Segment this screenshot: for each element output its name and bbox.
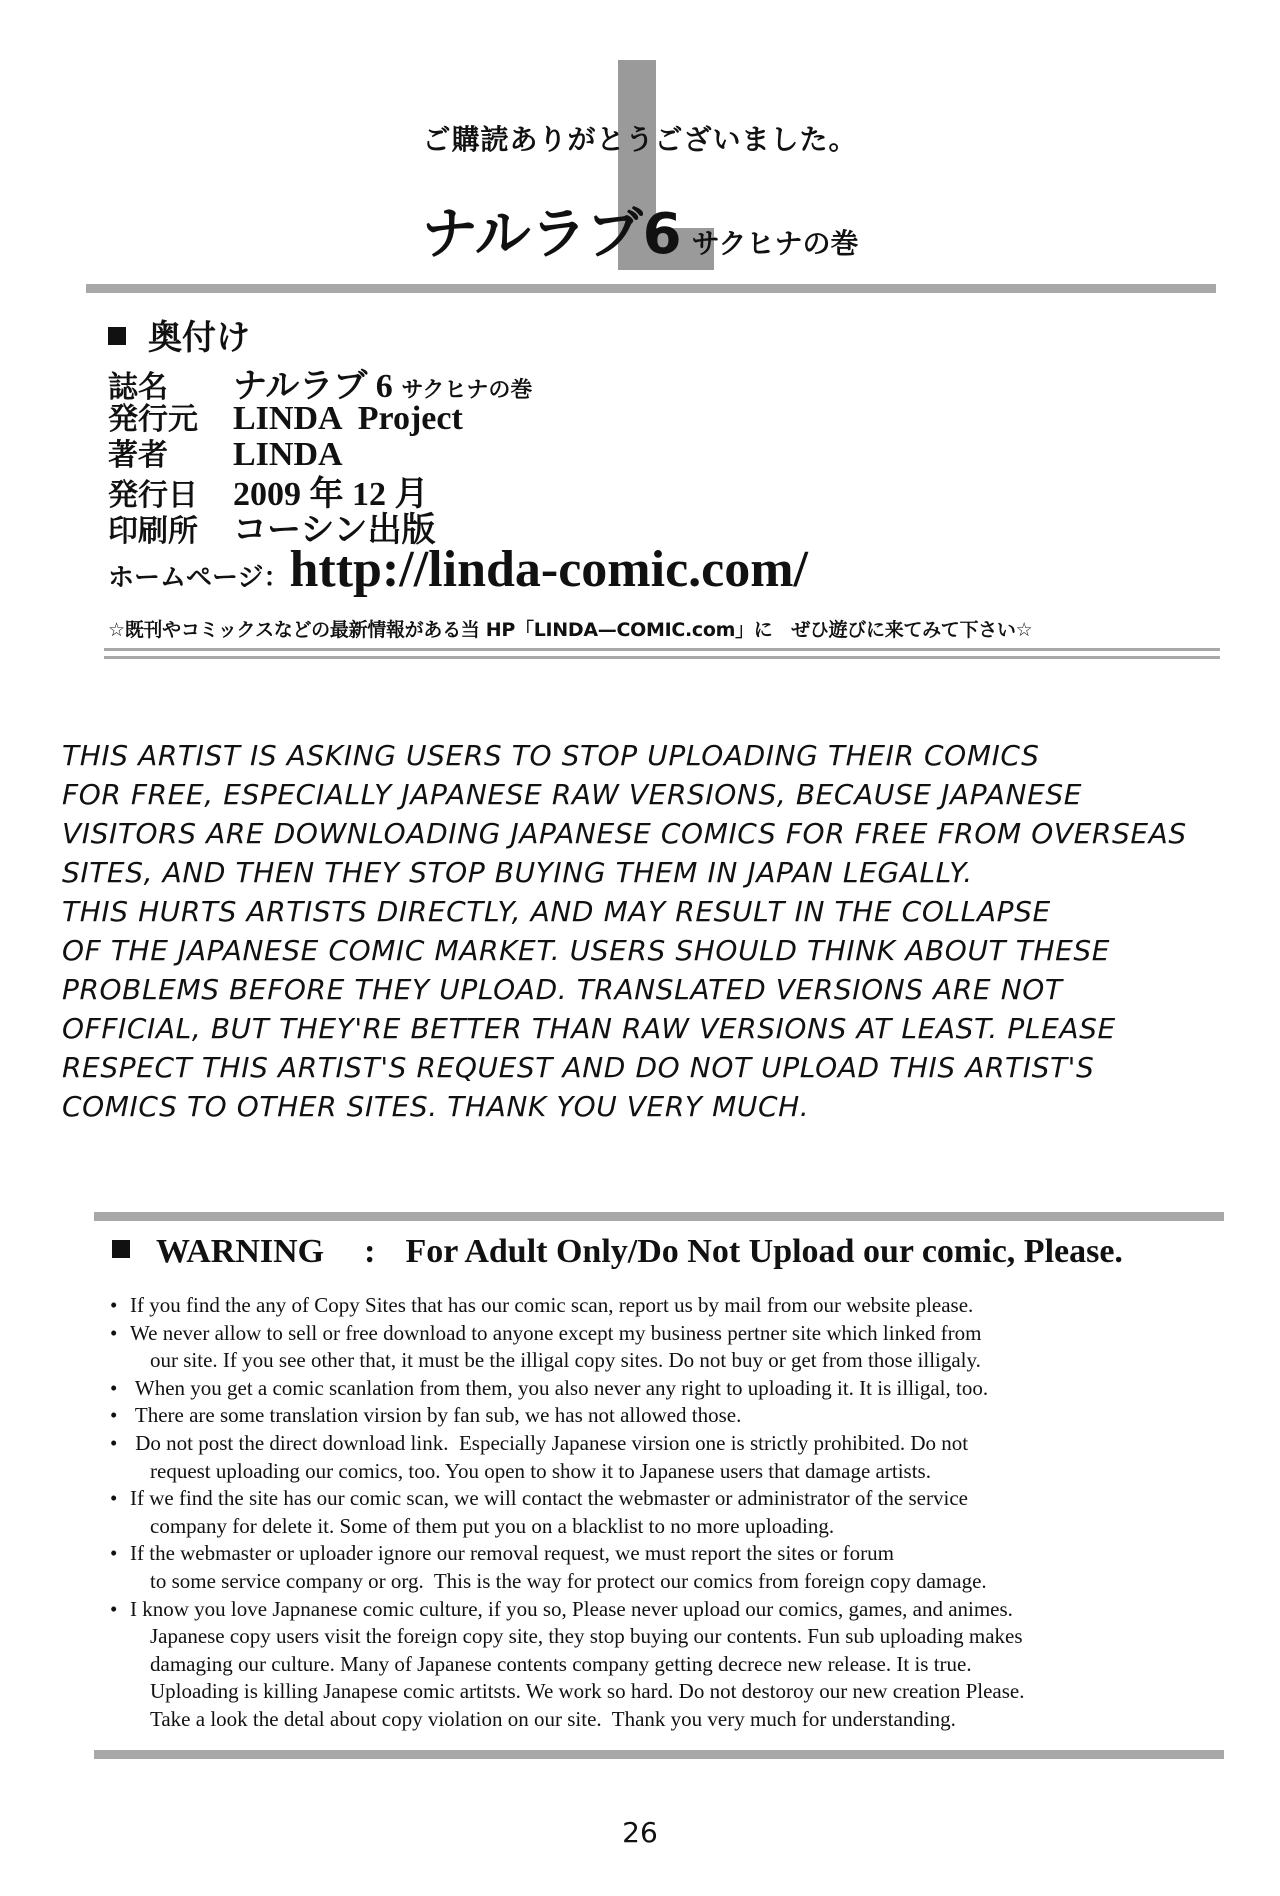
colophon-value: ナルラブ 6 サクヒナの巻 xyxy=(233,368,533,405)
list-item: • There are some translation virsion by fan sub, we has not allowed those. xyxy=(110,1403,742,1428)
homepage-label: ホームページ： xyxy=(108,563,290,593)
list-item: • We never allow to sell or free download to anyone except my business pertner site which linked from xyxy=(110,1320,982,1345)
list-item-continued: Take a look the detal about copy violation on our site. Thank you very much for understanding. xyxy=(150,1706,956,1731)
artist-message-line: RESPECT THIS ARTIST'S REQUEST AND DO NOT UPLOAD THIS ARTIST'S xyxy=(62,1051,1095,1084)
thanks-message: ご購読ありがとうございました。 xyxy=(422,123,858,156)
list-item-continued: our site. If you see other that, it must be the illigal copy sites. Do not buy or get from those illigaly. xyxy=(150,1348,981,1373)
book-title xyxy=(0,190,1280,270)
colophon-label: 著者 xyxy=(108,438,168,473)
list-item-continued: Japanese copy users visit the foreign copy site, they stop buying our contents. Fun sub uploading makes xyxy=(150,1624,1023,1649)
homepage-link[interactable]: http://linda-comic.com/ xyxy=(289,541,808,598)
divider-top xyxy=(86,284,1216,293)
list-item: • Do not post the direct download link. Especially Japanese virsion one is strictly prohibited. Do not xyxy=(110,1430,969,1455)
homepage-row xyxy=(108,540,808,599)
square-bullet-icon xyxy=(112,1240,130,1258)
divider-notice-2 xyxy=(104,656,1220,659)
list-item-continued: request uploading our comics, too. You open to show it to Japanese users that damage artists. xyxy=(150,1458,931,1483)
divider-warning-bottom xyxy=(94,1750,1224,1759)
square-bullet-icon xyxy=(108,327,126,345)
book-title-sub: サクヒナの巻 xyxy=(691,227,859,260)
warning-colon: : xyxy=(364,1233,376,1270)
list-item: • If you find the any of Copy Sites that has our comic scan, report us by mail from our website please. xyxy=(110,1293,974,1317)
artist-message-line: PROBLEMS BEFORE THEY UPLOAD. TRANSLATED VERSIONS ARE NOT xyxy=(62,973,1063,1006)
list-item: • I know you love Japnanese comic culture, if you so, Please never upload our comics, games, and animes. xyxy=(110,1596,1013,1621)
artist-message-line: OF THE JAPANESE COMIC MARKET. USERS SHOULD THINK ABOUT THESE xyxy=(62,934,1111,967)
artist-message-line: COMICS TO OTHER SITES. THANK YOU VERY MUCH. xyxy=(62,1090,810,1123)
list-item-continued: to some service company or org. This is the way for protect our comics from foreign copy damage. xyxy=(150,1568,987,1593)
book-title-main: ナルラブ6 xyxy=(421,202,682,267)
list-item: • If the webmaster or uploader ignore our removal request, we must report the sites or forum xyxy=(110,1541,894,1566)
colophon-value: LINDA Project xyxy=(233,400,463,437)
artist-message-line: THIS HURTS ARTISTS DIRECTLY, AND MAY RESULT IN THE COLLAPSE xyxy=(62,895,1051,928)
warning-message: For Adult Only/Do Not Upload our comic, Please. xyxy=(405,1233,1123,1270)
artist-message-line: THIS ARTIST IS ASKING USERS TO STOP UPLOADING THEIR COMICS xyxy=(62,739,1040,772)
colophon-label: 誌名 xyxy=(108,370,168,405)
colophon-label: 発行日 xyxy=(108,478,198,513)
homepage-notice: ☆既刊やコミックスなどの最新情報がある当 HP「LINDA—COMIC.com」に ぜひ遊びに来てみて下さい☆ xyxy=(108,619,1033,641)
list-item: • When you get a comic scanlation from them, you also never any right to uploading it. It is illigal, too. xyxy=(110,1375,989,1400)
colophon-value: 2009 年 12 月 xyxy=(233,476,429,513)
list-item-continued: damaging our culture. Many of Japanese contents company getting decrece new release. It is true. xyxy=(150,1651,972,1676)
colophon-value: LINDA xyxy=(233,436,343,473)
artist-message-line: VISITORS ARE DOWNLOADING JAPANESE COMICS FOR FREE FROM OVERSEAS xyxy=(62,817,1187,850)
artist-message-line: SITES, AND THEN THEY STOP BUYING THEM IN JAPAN LEGALLY. xyxy=(62,856,973,889)
artist-message-line: OFFICIAL, BUT THEY'RE BETTER THAN RAW VERSIONS AT LEAST. PLEASE xyxy=(62,1012,1116,1045)
list-item: • If we find the site has our comic scan, we will contact the webmaster or administrator of the service xyxy=(110,1486,968,1511)
warning-heading xyxy=(112,1233,1123,1271)
artist-message-line: FOR FREE, ESPECIALLY JAPANESE RAW VERSIONS, BECAUSE JAPANESE xyxy=(62,778,1083,811)
warning-label: WARNING xyxy=(156,1233,325,1270)
artist-message xyxy=(62,736,1272,1126)
divider-notice-1 xyxy=(104,648,1220,651)
colophon-label: 印刷所 xyxy=(108,514,198,549)
colophon-value: コーシン出版 xyxy=(233,512,436,549)
list-item-continued: Uploading is killing Janapese comic artitsts. We work so hard. Do not destoroy our new creation Please. xyxy=(150,1679,1025,1704)
colophon-heading: 奥付け xyxy=(108,310,250,359)
list-item-continued: company for delete it. Some of them put you on a blacklist to no more uploading. xyxy=(150,1513,835,1538)
divider-warning-top xyxy=(94,1212,1224,1221)
page-number: 26 xyxy=(622,1816,658,1849)
colophon-label: 発行元 xyxy=(108,402,198,437)
warning-list xyxy=(110,1292,1240,1734)
